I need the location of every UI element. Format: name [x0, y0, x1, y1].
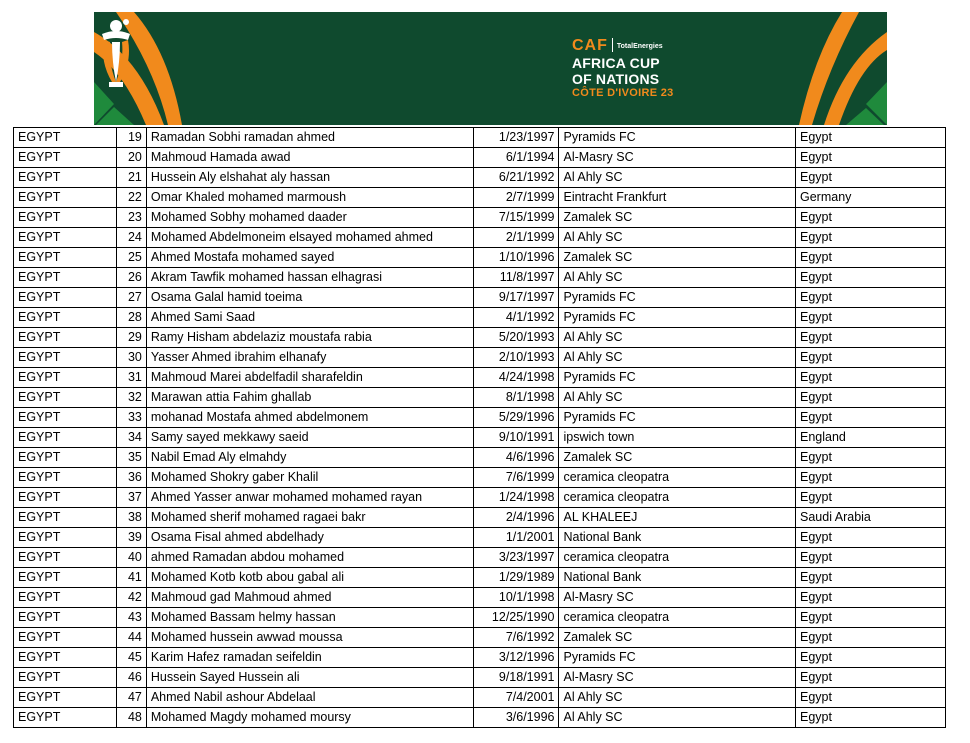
club-cell: ceramica cleopatra: [559, 608, 796, 628]
table-row: [14, 688, 946, 708]
shirt-number-cell: 47: [116, 688, 146, 708]
country-cell: EGYPT: [14, 528, 117, 548]
date-of-birth-cell: 7/15/1999: [473, 208, 559, 228]
player-name-cell: Mahmoud gad Mahmoud ahmed: [146, 588, 473, 608]
table-row: [14, 328, 946, 348]
date-of-birth-cell: 3/23/1997: [473, 548, 559, 568]
player-name-cell: Ahmed Sami Saad: [146, 308, 473, 328]
club-cell: Eintracht Frankfurt: [559, 188, 796, 208]
club-country-cell: Egypt: [796, 688, 946, 708]
table-row: [14, 228, 946, 248]
shirt-number-cell: 24: [116, 228, 146, 248]
club-cell: Zamalek SC: [559, 208, 796, 228]
player-name-cell: Mohamed hussein awwad moussa: [146, 628, 473, 648]
club-country-cell: Egypt: [796, 448, 946, 468]
player-name-cell: Mahmoud Hamada awad: [146, 148, 473, 168]
shirt-number-cell: 45: [116, 648, 146, 668]
date-of-birth-cell: 2/10/1993: [473, 348, 559, 368]
club-country-cell: Egypt: [796, 168, 946, 188]
afcon-trophy-icon: [94, 12, 154, 92]
table-row: [14, 428, 946, 448]
club-country-cell: Egypt: [796, 648, 946, 668]
player-name-cell: Mohamed Abdelmoneim elsayed mohamed ahmed: [146, 228, 473, 248]
date-of-birth-cell: 1/1/2001: [473, 528, 559, 548]
date-of-birth-cell: 7/6/1999: [473, 468, 559, 488]
player-name-cell: Marawan attia Fahim ghallab: [146, 388, 473, 408]
country-cell: EGYPT: [14, 168, 117, 188]
shirt-number-cell: 28: [116, 308, 146, 328]
club-cell: Al Ahly SC: [559, 328, 796, 348]
shirt-number-cell: 36: [116, 468, 146, 488]
shirt-number-cell: 31: [116, 368, 146, 388]
club-cell: Pyramids FC: [559, 128, 796, 148]
club-country-cell: Egypt: [796, 228, 946, 248]
country-cell: EGYPT: [14, 608, 117, 628]
country-cell: EGYPT: [14, 208, 117, 228]
country-cell: EGYPT: [14, 388, 117, 408]
table-row: [14, 288, 946, 308]
shirt-number-cell: 19: [116, 128, 146, 148]
date-of-birth-cell: 1/24/1998: [473, 488, 559, 508]
player-name-cell: Ahmed Mostafa mohamed sayed: [146, 248, 473, 268]
table-row: [14, 548, 946, 568]
club-country-cell: Egypt: [796, 468, 946, 488]
table-row: [14, 388, 946, 408]
shirt-number-cell: 27: [116, 288, 146, 308]
club-cell: Al Ahly SC: [559, 168, 796, 188]
table-row: [14, 648, 946, 668]
club-cell: Zamalek SC: [559, 448, 796, 468]
player-name-cell: Ramy Hisham abdelaziz moustafa rabia: [146, 328, 473, 348]
player-name-cell: Mohamed Sobhy mohamed daader: [146, 208, 473, 228]
player-name-cell: Mohamed Magdy mohamed moursy: [146, 708, 473, 728]
club-cell: Pyramids FC: [559, 408, 796, 428]
country-cell: EGYPT: [14, 628, 117, 648]
table-row: [14, 188, 946, 208]
table-row: [14, 668, 946, 688]
country-cell: EGYPT: [14, 288, 117, 308]
club-cell: Pyramids FC: [559, 288, 796, 308]
date-of-birth-cell: 8/1/1998: [473, 388, 559, 408]
country-cell: EGYPT: [14, 248, 117, 268]
club-country-cell: Egypt: [796, 208, 946, 228]
player-name-cell: Mohamed Kotb kotb abou gabal ali: [146, 568, 473, 588]
club-country-cell: Egypt: [796, 388, 946, 408]
club-country-cell: Egypt: [796, 708, 946, 728]
country-cell: EGYPT: [14, 368, 117, 388]
date-of-birth-cell: 5/20/1993: [473, 328, 559, 348]
country-cell: EGYPT: [14, 708, 117, 728]
club-country-cell: Egypt: [796, 668, 946, 688]
table-row: [14, 408, 946, 428]
club-country-cell: Egypt: [796, 588, 946, 608]
player-name-cell: Ramadan Sobhi ramadan ahmed: [146, 128, 473, 148]
country-cell: EGYPT: [14, 488, 117, 508]
player-name-cell: Omar Khaled mohamed marmoush: [146, 188, 473, 208]
player-name-cell: Hussein Sayed Hussein ali: [146, 668, 473, 688]
table-row: [14, 708, 946, 728]
squad-table: [13, 127, 946, 728]
table-row: [14, 448, 946, 468]
shirt-number-cell: 30: [116, 348, 146, 368]
player-name-cell: Ahmed Nabil ashour Abdelaal: [146, 688, 473, 708]
table-row: [14, 528, 946, 548]
table-row: [14, 568, 946, 588]
date-of-birth-cell: 5/29/1996: [473, 408, 559, 428]
shirt-number-cell: 34: [116, 428, 146, 448]
shirt-number-cell: 40: [116, 548, 146, 568]
club-cell: Al Ahly SC: [559, 688, 796, 708]
club-country-cell: Egypt: [796, 288, 946, 308]
club-cell: Zamalek SC: [559, 248, 796, 268]
date-of-birth-cell: 7/6/1992: [473, 628, 559, 648]
title-line-3: CÔTE D'IVOIRE 23: [572, 87, 674, 99]
shirt-number-cell: 21: [116, 168, 146, 188]
header-banner: [94, 12, 887, 125]
date-of-birth-cell: 9/10/1991: [473, 428, 559, 448]
country-cell: EGYPT: [14, 468, 117, 488]
date-of-birth-cell: 2/4/1996: [473, 508, 559, 528]
club-cell: ipswich town: [559, 428, 796, 448]
table-row: [14, 628, 946, 648]
table-row: [14, 588, 946, 608]
table-row: [14, 148, 946, 168]
country-cell: EGYPT: [14, 228, 117, 248]
club-country-cell: Egypt: [796, 528, 946, 548]
club-cell: National Bank: [559, 528, 796, 548]
table-row: [14, 128, 946, 148]
table-row: [14, 248, 946, 268]
club-country-cell: Egypt: [796, 328, 946, 348]
shirt-number-cell: 42: [116, 588, 146, 608]
banner-decoration: [94, 12, 887, 125]
country-cell: EGYPT: [14, 148, 117, 168]
country-cell: EGYPT: [14, 308, 117, 328]
club-country-cell: England: [796, 428, 946, 448]
country-cell: EGYPT: [14, 408, 117, 428]
shirt-number-cell: 35: [116, 448, 146, 468]
club-country-cell: Egypt: [796, 348, 946, 368]
club-country-cell: Egypt: [796, 408, 946, 428]
club-country-cell: Egypt: [796, 148, 946, 168]
country-cell: EGYPT: [14, 348, 117, 368]
club-cell: Al Ahly SC: [559, 268, 796, 288]
club-country-cell: Egypt: [796, 128, 946, 148]
club-country-cell: Egypt: [796, 368, 946, 388]
date-of-birth-cell: 1/23/1997: [473, 128, 559, 148]
country-cell: EGYPT: [14, 188, 117, 208]
date-of-birth-cell: 2/1/1999: [473, 228, 559, 248]
table-row: [14, 608, 946, 628]
date-of-birth-cell: 4/6/1996: [473, 448, 559, 468]
country-cell: EGYPT: [14, 688, 117, 708]
table-row: [14, 488, 946, 508]
shirt-number-cell: 33: [116, 408, 146, 428]
player-name-cell: Ahmed Yasser anwar mohamed mohamed rayan: [146, 488, 473, 508]
date-of-birth-cell: 4/24/1998: [473, 368, 559, 388]
shirt-number-cell: 25: [116, 248, 146, 268]
shirt-number-cell: 37: [116, 488, 146, 508]
club-cell: ceramica cleopatra: [559, 468, 796, 488]
club-cell: Al Ahly SC: [559, 228, 796, 248]
title-line-2: OF NATIONS: [572, 71, 660, 87]
player-name-cell: Osama Galal hamid toeima: [146, 288, 473, 308]
country-cell: EGYPT: [14, 328, 117, 348]
player-name-cell: Hussein Aly elshahat aly hassan: [146, 168, 473, 188]
table-row: [14, 168, 946, 188]
player-name-cell: Mohamed Bassam helmy hassan: [146, 608, 473, 628]
club-country-cell: Germany: [796, 188, 946, 208]
country-cell: EGYPT: [14, 448, 117, 468]
club-country-cell: Egypt: [796, 308, 946, 328]
player-name-cell: Osama Fisal ahmed abdelhady: [146, 528, 473, 548]
table-row: [14, 508, 946, 528]
player-name-cell: Karim Hafez ramadan seifeldin: [146, 648, 473, 668]
shirt-number-cell: 23: [116, 208, 146, 228]
shirt-number-cell: 46: [116, 668, 146, 688]
club-cell: National Bank: [559, 568, 796, 588]
club-cell: Pyramids FC: [559, 648, 796, 668]
shirt-number-cell: 48: [116, 708, 146, 728]
club-cell: Al-Masry SC: [559, 668, 796, 688]
country-cell: EGYPT: [14, 428, 117, 448]
shirt-number-cell: 38: [116, 508, 146, 528]
date-of-birth-cell: 9/18/1991: [473, 668, 559, 688]
title-line-1: AFRICA CUP: [572, 55, 660, 71]
player-name-cell: Mohamed sherif mohamed ragaei bakr: [146, 508, 473, 528]
date-of-birth-cell: 11/8/1997: [473, 268, 559, 288]
table-row: [14, 268, 946, 288]
date-of-birth-cell: 10/1/1998: [473, 588, 559, 608]
club-cell: AL KHALEEJ: [559, 508, 796, 528]
player-name-cell: Nabil Emad Aly elmahdy: [146, 448, 473, 468]
club-country-cell: Egypt: [796, 608, 946, 628]
date-of-birth-cell: 1/29/1989: [473, 568, 559, 588]
date-of-birth-cell: 3/6/1996: [473, 708, 559, 728]
tournament-brand: [572, 38, 682, 99]
player-name-cell: ahmed Ramadan abdou mohamed: [146, 548, 473, 568]
table-row: [14, 468, 946, 488]
sponsor-logo: TotalEnergies: [616, 43, 663, 50]
table-row: [14, 308, 946, 328]
country-cell: EGYPT: [14, 548, 117, 568]
club-cell: Al Ahly SC: [559, 388, 796, 408]
shirt-number-cell: 41: [116, 568, 146, 588]
shirt-number-cell: 39: [116, 528, 146, 548]
club-cell: Al-Masry SC: [559, 148, 796, 168]
player-name-cell: Samy sayed mekkawy saeid: [146, 428, 473, 448]
club-cell: Pyramids FC: [559, 368, 796, 388]
shirt-number-cell: 44: [116, 628, 146, 648]
club-cell: Al-Masry SC: [559, 588, 796, 608]
shirt-number-cell: 32: [116, 388, 146, 408]
player-name-cell: Mohamed Shokry gaber Khalil: [146, 468, 473, 488]
date-of-birth-cell: 12/25/1990: [473, 608, 559, 628]
club-country-cell: Saudi Arabia: [796, 508, 946, 528]
date-of-birth-cell: 6/21/1992: [473, 168, 559, 188]
club-cell: Al Ahly SC: [559, 708, 796, 728]
caf-logo-text: CAF: [572, 37, 608, 54]
club-country-cell: Egypt: [796, 548, 946, 568]
country-cell: EGYPT: [14, 668, 117, 688]
player-name-cell: mohanad Mostafa ahmed abdelmonem: [146, 408, 473, 428]
club-country-cell: Egypt: [796, 628, 946, 648]
player-name-cell: Akram Tawfik mohamed hassan elhagrasi: [146, 268, 473, 288]
date-of-birth-cell: 9/17/1997: [473, 288, 559, 308]
club-country-cell: Egypt: [796, 248, 946, 268]
country-cell: EGYPT: [14, 508, 117, 528]
shirt-number-cell: 20: [116, 148, 146, 168]
country-cell: EGYPT: [14, 268, 117, 288]
shirt-number-cell: 26: [116, 268, 146, 288]
date-of-birth-cell: 3/12/1996: [473, 648, 559, 668]
club-cell: ceramica cleopatra: [559, 548, 796, 568]
squad-table-body: [14, 128, 946, 728]
club-cell: Zamalek SC: [559, 628, 796, 648]
date-of-birth-cell: 2/7/1999: [473, 188, 559, 208]
country-cell: EGYPT: [14, 568, 117, 588]
club-cell: Pyramids FC: [559, 308, 796, 328]
shirt-number-cell: 22: [116, 188, 146, 208]
country-cell: EGYPT: [14, 648, 117, 668]
club-country-cell: Egypt: [796, 488, 946, 508]
club-country-cell: Egypt: [796, 268, 946, 288]
date-of-birth-cell: 1/10/1996: [473, 248, 559, 268]
shirt-number-cell: 43: [116, 608, 146, 628]
date-of-birth-cell: 7/4/2001: [473, 688, 559, 708]
date-of-birth-cell: 4/1/1992: [473, 308, 559, 328]
date-of-birth-cell: 6/1/1994: [473, 148, 559, 168]
club-cell: Al Ahly SC: [559, 348, 796, 368]
shirt-number-cell: 29: [116, 328, 146, 348]
table-row: [14, 348, 946, 368]
player-name-cell: Mahmoud Marei abdelfadil sharafeldin: [146, 368, 473, 388]
table-row: [14, 368, 946, 388]
player-name-cell: Yasser Ahmed ibrahim elhanafy: [146, 348, 473, 368]
country-cell: EGYPT: [14, 128, 117, 148]
table-row: [14, 208, 946, 228]
club-cell: ceramica cleopatra: [559, 488, 796, 508]
country-cell: EGYPT: [14, 588, 117, 608]
club-country-cell: Egypt: [796, 568, 946, 588]
